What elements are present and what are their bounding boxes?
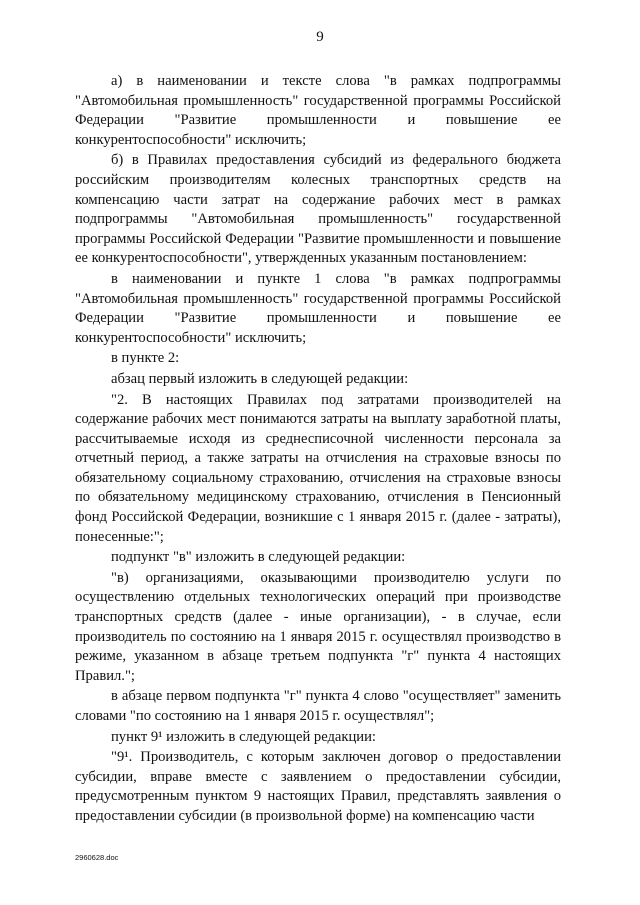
document-file-code: 2960628.doc (75, 853, 119, 862)
paragraph-point-9-1-intro: пункт 9¹ изложить в следующей редакции: (111, 728, 376, 745)
page-number: 9 (316, 29, 324, 45)
paragraph-first-abzac-intro: абзац первый изложить в следующей редакции: (111, 370, 409, 387)
paragraph-point-9-1-text: "9¹. Производитель, с которым заключен договор о предоставлении субсидии, вправе вместе с заявлением о предоставлении субсидии, предусмотренным пунктом 9 настоящих Правил, представлять заявления о предоставлении субсидии (в произвольной форме) на компенсацию части (75, 749, 561, 824)
paragraph-subpoint-v-intro: подпункт "в" изложить в следующей редакции: (111, 549, 406, 566)
document-body (75, 72, 561, 827)
paragraph-point-2-text: "2. В настоящих Правилах под затратами производителей на содержание рабочих мест понимаются затраты на выплату заработной платы, рассчитываемые исходя из среднесписочной численности персонала за отчетный период, а также затраты на отчисления на страховые взносы по обязательному социальному страхованию, отчисления на страховые взносы по обязательному медицинскому страхованию, отчисления в Пенсионный фонд Российской Федерации, возникшие с 1 января 2015 г. (далее - затраты), понесенные:"; (75, 391, 561, 545)
paragraph-a: а) в наименовании и тексте слова "в рамках подпрограммы "Автомобильная промышленность" государственной программы Российской Федерации "Развитие промышленности и повышение ее конкурентоспособности" исключить; (75, 73, 561, 148)
paragraph-point-4-amendment: в абзаце первом подпункта "г" пункта 4 слово "осуществляет" заменить словами "по состоянию на 1 января 2015 г. осуществлял"; (75, 688, 561, 724)
paragraph-subpoint-v-text: "в) организациями, оказывающими производителю услуги по осуществлению отдельных технологических операций при производстве транспортных средств (далее - иные организации), - в случае, если производитель по состоянию на 1 января 2015 г. осуществлял производство в режиме, указанном в абзаце третьем подпункта "г" пункта 4 настоящих Правил."; (75, 569, 561, 684)
paragraph-title-and-point-1: в наименовании и пункте 1 слова "в рамках подпрограммы "Автомобильная промышленность" государственной программы Российской Федерации "Развитие промышленности и повышение ее конкурентоспособности" исключить; (75, 270, 561, 346)
paragraph-point-2-intro: в пункте 2: (111, 350, 180, 367)
paragraph-b: б) в Правилах предоставления субсидий из федерального бюджета российским производителям колесных транспортных средств на компенсацию части затрат на содержание рабочих мест в рамках подпрограммы "Автомобильная промышленность" государственной программы Российской Федерации "Развитие промышленности и повышение ее конкурентоспособности", утвержденных указанным постановлением: (75, 152, 561, 267)
